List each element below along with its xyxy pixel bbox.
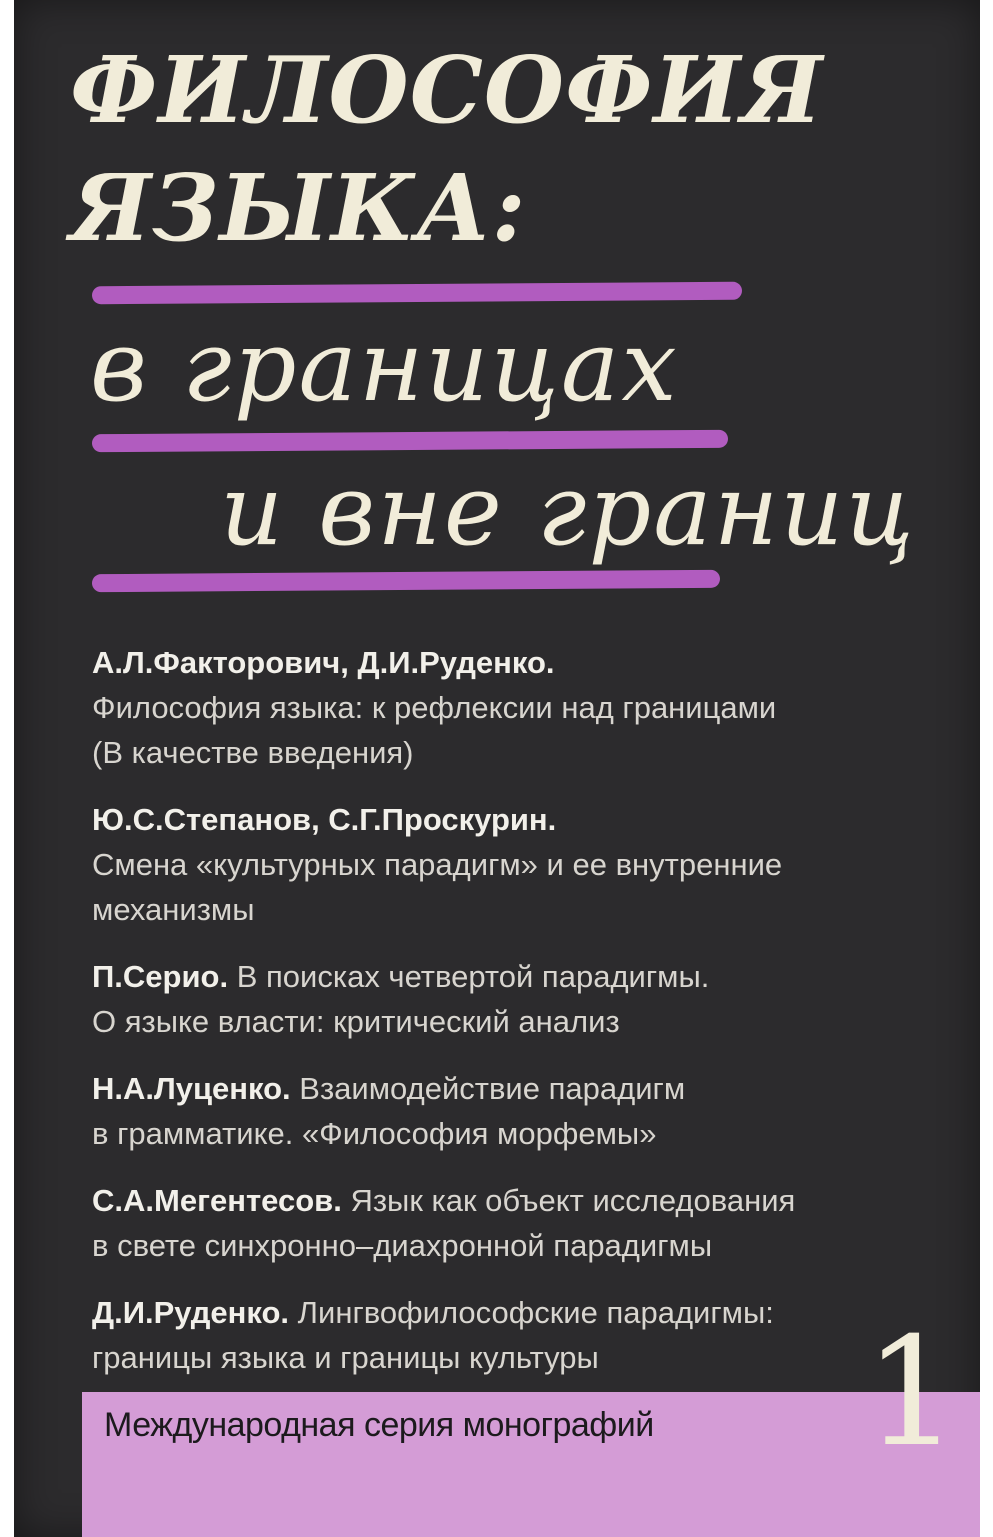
entry-title-line-2: (В качестве введения) [92,735,414,770]
contents-entry [92,1178,952,1268]
entry-title-line-1: Философия языка: к рефлексии над границами [92,690,777,725]
entry-title-line-2: границы языка и границы культуры [92,1340,599,1375]
title-line-3: в границах [90,310,679,424]
entry-author: Н.А.Луценко. [92,1071,291,1106]
entry-author: Ю.С.Степанов, С.Г.Проскурин. [92,802,557,837]
series-band [82,1392,980,1537]
contents-list [92,640,952,1402]
entry-title-line-2: в свете синхронно–диахронной парадигмы [92,1228,713,1263]
title-line-1: ФИЛОСОФИЯ [70,36,824,144]
accent-stripe-1 [92,282,742,305]
volume-number: 1 [864,1306,960,1480]
entry-title-line-1: Лингвофилософские парадигмы: [297,1295,774,1330]
contents-entry [92,1066,952,1156]
contents-entry [92,1290,952,1380]
entry-title-line-1: Язык как объект исследования [350,1183,796,1218]
page-edge [0,0,14,1537]
series-label: Международная серия монографий [104,1406,654,1444]
entry-title-line-1: Взаимодействие парадигм [299,1071,686,1106]
contents-entry [92,954,952,1044]
entry-title-line-2: механизмы [92,892,255,927]
entry-author: П.Серио. [92,959,229,994]
book-cover [14,0,980,1537]
accent-stripe-2 [92,430,728,452]
entry-author: Д.И.Руденко. [92,1295,290,1330]
entry-title-line-1: В поисках четвертой парадигмы. [236,959,710,994]
entry-title-line-1: Смена «культурных парадигм» и ее внутренние [92,847,783,882]
contents-entry [92,640,952,775]
entry-author: А.Л.Факторович, Д.И.Руденко. [92,645,555,680]
title-line-4: и вне границ [220,454,916,568]
accent-stripe-3 [92,570,720,592]
entry-title-line-2: О языке власти: критический анализ [92,1004,620,1039]
entry-title-line-2: в грамматике. «Философия морфемы» [92,1116,657,1151]
title-line-2: ЯЗЫКА: [70,154,527,262]
contents-entry [92,797,952,932]
entry-author: С.А.Мегентесов. [92,1183,342,1218]
